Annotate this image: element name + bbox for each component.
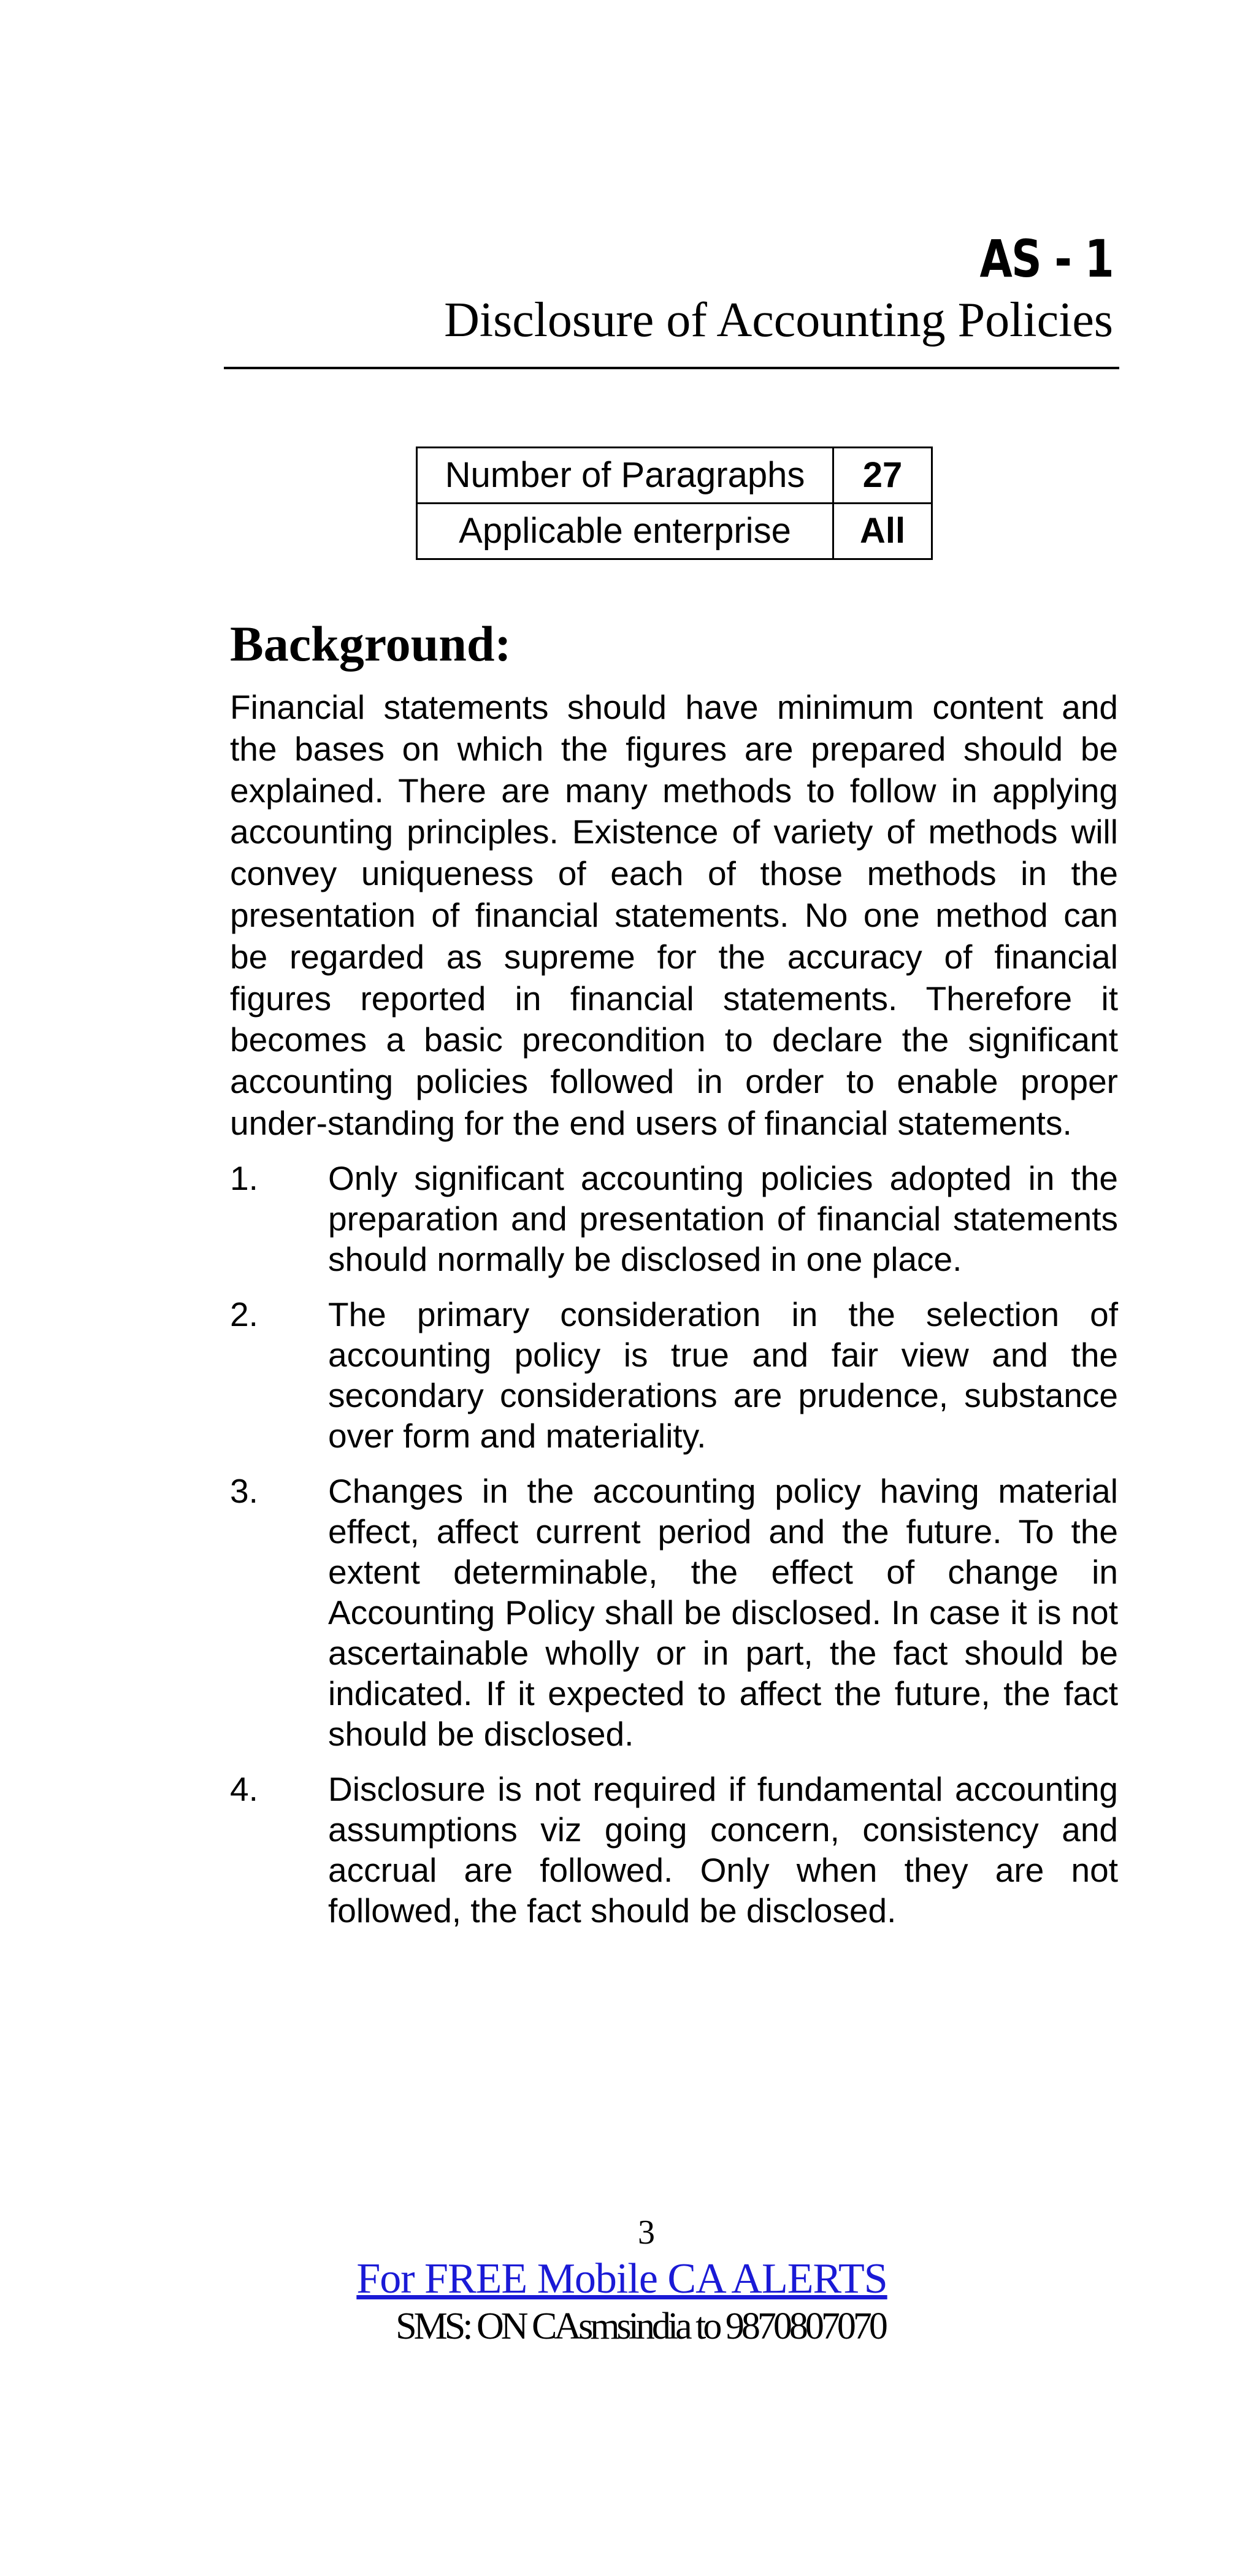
page-footer <box>0 2211 1256 2348</box>
main-content <box>230 613 1118 1945</box>
list-item-text: Disclosure is not required if fundamental accounting assumptions viz going concern, consistency and accrual are followed. Only when they are not followed, the fact should be disclosed. <box>328 1769 1118 1930</box>
background-paragraph: Financial statements should have minimum content and the bases on which the figures are prepared should be explained. There are many methods to follow in applying accounting principles. Existence of variety of methods will convey uniqueness of each of those methods in the presentation of financial statements. No one method can be regarded as supreme for the accuracy of financial figures reported in financial statements. Therefore it becomes a basic precondition to declare the significant accounting policies followed in order to enable proper under-standing for the end users of financial statements. <box>230 688 1118 1142</box>
list-item <box>230 1158 1118 1279</box>
info-table <box>416 447 933 560</box>
table-cell-value: All <box>833 504 932 559</box>
list-item-number: 3. <box>230 1471 258 1510</box>
page-number: 3 <box>638 2214 655 2252</box>
standard-title: Disclosure of Accounting Policies <box>444 293 1113 347</box>
list-item-number: 1. <box>230 1159 258 1197</box>
list-item-number: 4. <box>230 1769 258 1808</box>
standard-code: AS - 1 <box>979 229 1113 289</box>
sms-instructions: SMS: ON CAsmsindia to 9870807070 <box>396 2306 885 2347</box>
promo-link[interactable]: For FREE Mobile CA ALERTS <box>356 2255 887 2302</box>
list-item <box>230 1294 1118 1456</box>
list-item <box>230 1769 1118 1931</box>
header-divider <box>224 367 1119 369</box>
table-row <box>417 448 932 504</box>
points-list <box>230 1158 1118 1931</box>
list-item-number: 2. <box>230 1295 258 1333</box>
list-item-text: The primary consideration in the selection of accounting policy is true and fair view and the secondary considerations are prudence, substance over form and materiality. <box>328 1295 1118 1455</box>
page-header <box>224 228 1119 369</box>
list-item-text: Changes in the accounting policy having material effect, affect current period and the future. To the extent determinable, the effect of change in Accounting Policy shall be disclosed. In case it is not ascertainable wholly or in part, the fact should be indicated. If it expected to affect the future, the fact should be disclosed. <box>328 1471 1118 1753</box>
list-item <box>230 1471 1118 1754</box>
table-cell-label: Applicable enterprise <box>417 504 833 559</box>
table-cell-label: Number of Paragraphs <box>417 448 833 504</box>
table-row <box>417 504 932 559</box>
list-item-text: Only significant accounting policies adopted in the preparation and presentation of financial statements should normally be disclosed in one place. <box>328 1159 1118 1278</box>
table-cell-value: 27 <box>833 448 932 504</box>
background-heading: Background: <box>230 616 511 672</box>
